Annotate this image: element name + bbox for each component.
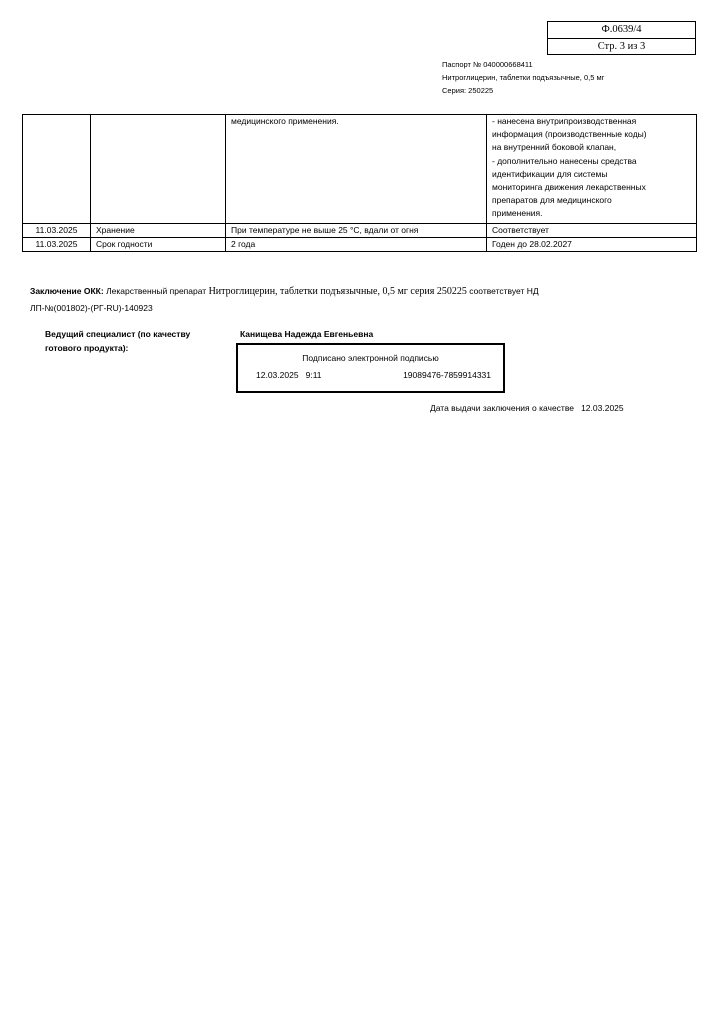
electronic-signature-stamp: [236, 343, 505, 393]
table-cell-indicator: [91, 115, 226, 224]
specialist-role-line: Ведущий специалист (по качеству: [45, 329, 191, 339]
table-cell-date: 11.03.2025: [23, 224, 91, 238]
table-cell-result: Годен до 28.02.2027: [487, 238, 697, 252]
conclusion-text-after: соответствует НД: [469, 286, 539, 296]
passport-series: Серия: 250225: [442, 85, 494, 95]
signature-datetime: 12.03.2025 9:11: [256, 370, 322, 380]
table-cell-norm: медицинского применения.: [226, 115, 487, 224]
passport-header: [442, 59, 604, 97]
table-cell-result: Соответствует: [487, 224, 697, 238]
result-line: мониторинга движения лекарственных: [492, 182, 646, 193]
result-line: применения.: [492, 208, 543, 219]
table-row: [23, 224, 697, 238]
specialist-role: [45, 327, 190, 355]
result-line: идентификации для системы: [492, 168, 608, 179]
table-cell-indicator: Срок годности: [91, 238, 226, 252]
specialist-name: Канищева Надежда Евгеньевна: [240, 329, 374, 339]
table-cell-date: [23, 115, 91, 224]
passport-number: Паспорт № 040000668411: [442, 60, 533, 69]
table-cell-indicator: Хранение: [91, 224, 226, 238]
form-code: Ф.0639/4: [601, 24, 642, 35]
page-counter: Стр. 3 из 3: [548, 38, 695, 55]
conclusion-label: Заключение ОКК:: [30, 286, 104, 296]
table-cell-norm: 2 года: [226, 238, 487, 252]
result-line: препаратов для медицинского: [492, 195, 612, 206]
qc-conclusion: [30, 283, 590, 316]
form-number-box: [547, 21, 696, 55]
table-row-continuation: [23, 115, 697, 224]
issue-date-value: 12.03.2025: [581, 403, 624, 413]
table-cell-norm: При температуре не выше 25 °С, вдали от огня: [226, 224, 487, 238]
result-line: - дополнительно нанесены средства: [492, 155, 637, 166]
issue-date-label: Дата выдачи заключения о качестве: [430, 403, 574, 413]
result-line: на внутренний боковой клапан,: [492, 142, 617, 153]
result-line: информация (производственные коды): [492, 129, 647, 140]
table-row: [23, 238, 697, 252]
passport-product: Нитроглицерин, таблетки подъязычные, 0,5 мг: [442, 72, 605, 82]
signature-title: Подписано электронной подписью: [302, 353, 439, 363]
conclusion-nd: ЛП-№(001802)-(РГ-RU)-140923: [30, 303, 153, 313]
conclusion-text-before: Лекарственный препарат: [106, 286, 207, 296]
conclusion-product: Нитроглицерин, таблетки подъязычные, 0,5 мг серия 250225: [208, 286, 467, 297]
issue-date-line: [430, 403, 624, 413]
signature-code: 19089476-7859914331: [403, 370, 491, 380]
result-line: - нанесена внутрипроизводственная: [492, 116, 637, 126]
specialist-role-line: готового продукта):: [45, 343, 129, 353]
table-cell-date: 11.03.2025: [23, 238, 91, 252]
analysis-table: [22, 114, 697, 252]
table-cell-result: [487, 115, 697, 224]
